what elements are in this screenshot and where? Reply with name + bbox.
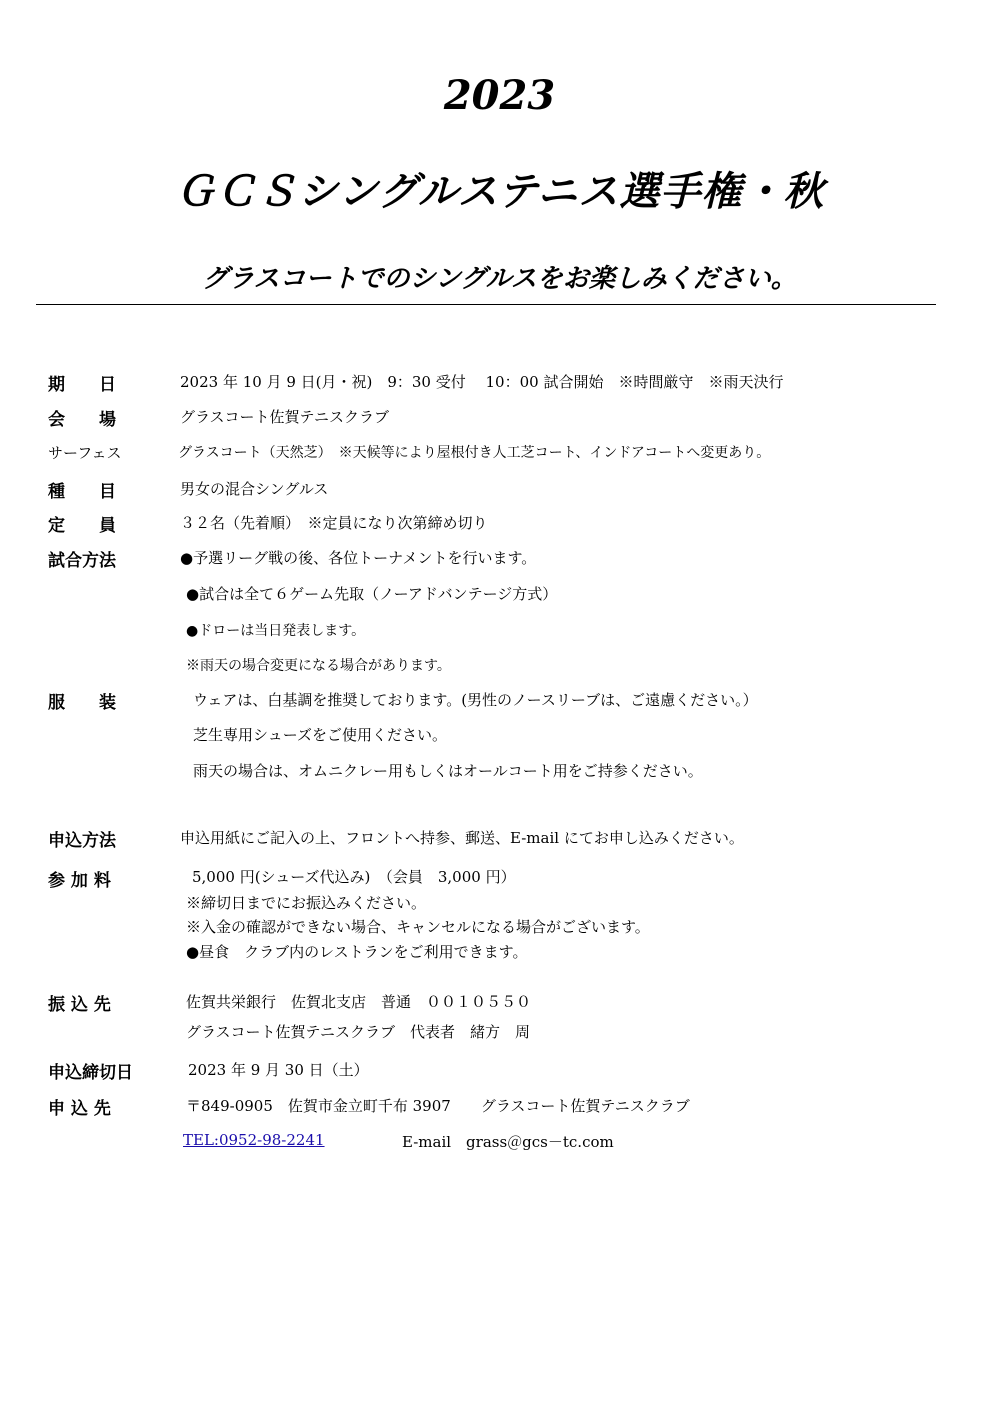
bank-line: グラスコート佐賀テニスクラブ 代表者 緒方 周 [186, 1023, 530, 1041]
format-line: ●ドローは当日発表します。 [186, 623, 366, 639]
event-value: 男女の混合シングルス [180, 480, 329, 498]
tel-link[interactable]: TEL:0952-98-2241 [183, 1131, 325, 1149]
format-label: 試合方法 [48, 551, 116, 571]
page-subtitle: グラスコートでのシングルスをお楽しみください。 [202, 264, 797, 294]
format-line: ※雨天の場合変更になる場合があります。 [186, 658, 451, 674]
bank-label: 振 込 先 [48, 995, 111, 1015]
fee-line: ※締切日までにお振込みください。 [186, 894, 427, 912]
venue-label: 会 場 [48, 410, 116, 430]
date-value: 2023 年 10 月 9 日(月・祝) 9：30 受付 10：00 試合開始 ※時間厳守 ※雨天決行 [180, 373, 784, 391]
event-label: 種 目 [48, 482, 116, 502]
apply-method-value: 申込用紙にご記入の上、フロントへ持参、郵送、E-mail にてお申し込みください。 [180, 829, 744, 847]
attire-label: 服 装 [48, 693, 116, 713]
format-line: ●試合は全て６ゲーム先取（ノーアドバンテージ方式） [186, 585, 558, 603]
attire-line: 芝生専用シューズをご使用ください。 [193, 726, 447, 744]
venue-value: グラスコート佐賀テニスクラブ [180, 408, 389, 426]
bank-line: 佐賀共栄銀行 佐賀北支店 普通 ００１０５５０ [186, 993, 532, 1011]
format-line: ●予選リーグ戦の後、各位トーナメントを行います。 [180, 549, 537, 567]
fee-line: ●昼食 クラブ内のレストランをご利用できます。 [186, 943, 528, 961]
divider [36, 304, 936, 305]
page-title: ＧＣＳシングルステニス選手権・秋 [174, 168, 825, 215]
contact-email: E-mail grass＠gcs－tc.com [402, 1133, 614, 1151]
contact-address: 〒849-0905 佐賀市金立町千布 3907 グラスコート佐賀テニスクラブ [186, 1097, 690, 1115]
capacity-value: ３２名（先着順） ※定員になり次第締め切り [180, 514, 488, 532]
date-label: 期 日 [48, 375, 116, 395]
attire-line: 雨天の場合は、オムニクレー用もしくはオールコート用をご持参ください。 [193, 762, 703, 780]
fee-label: 参 加 料 [48, 871, 111, 891]
fee-line: 5,000 円(シューズ代込み) （会員 3,000 円） [192, 868, 516, 886]
year-heading: 2023 [443, 72, 556, 119]
surface-label: サーフェス [48, 444, 122, 462]
deadline-value: 2023 年 9 月 30 日（土） [188, 1061, 369, 1079]
contact-label: 申 込 先 [48, 1099, 111, 1119]
attire-line: ウェアは、白基調を推奨しております。(男性のノースリーブは、ご遠慮ください。） [193, 691, 758, 709]
surface-value: グラスコート（天然芝） ※天候等により屋根付き人工芝コート、インドアコートへ変更あり。 [178, 445, 771, 461]
fee-line: ※入金の確認ができない場合、キャンセルになる場合がございます。 [186, 918, 650, 936]
deadline-label: 申込締切日 [48, 1063, 133, 1083]
apply-method-label: 申込方法 [48, 831, 116, 851]
capacity-label: 定 員 [48, 516, 116, 536]
